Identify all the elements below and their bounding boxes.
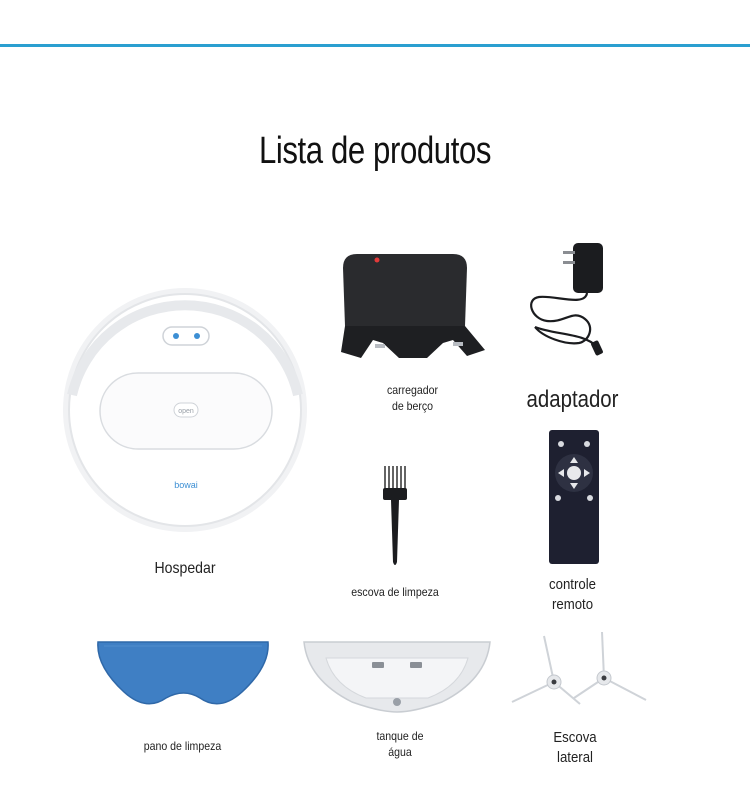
remote-label-line2: remoto xyxy=(551,596,594,614)
brush-label: escova de limpeza xyxy=(351,585,439,599)
remote-label-line1: controle xyxy=(549,576,596,593)
side-brush-label-line1: Escova xyxy=(553,729,597,746)
remote-label xyxy=(526,575,618,616)
tank-label-line1: tanque de xyxy=(376,729,424,743)
charger-label-line1: carregador xyxy=(386,383,439,397)
page-title: Lista de produtos xyxy=(258,130,492,172)
top-accent-line xyxy=(0,44,750,47)
tank-label xyxy=(352,728,449,760)
robot-vacuum-icon xyxy=(60,285,310,535)
open-button-text: open xyxy=(178,408,194,415)
side-brush-icon xyxy=(510,630,650,712)
power-adapter-icon xyxy=(525,235,625,365)
side-brush-label xyxy=(531,728,619,769)
charging-dock-icon xyxy=(335,248,490,373)
water-tank-icon xyxy=(302,640,492,715)
mop-cloth-icon xyxy=(92,636,274,718)
brand-logo-text: bowai xyxy=(174,480,198,490)
charger-label xyxy=(362,382,463,414)
cleaning-brush-icon xyxy=(375,462,415,570)
side-brush-label-line2: lateral xyxy=(557,749,593,767)
host-label: Hospedar xyxy=(154,560,216,577)
adapter-label: adaptador xyxy=(526,386,619,413)
remote-control-icon xyxy=(545,428,605,568)
mop-label: pano de limpeza xyxy=(143,739,222,753)
charger-label-line2: de berço xyxy=(391,399,434,414)
tank-label-line2: água xyxy=(388,745,412,760)
